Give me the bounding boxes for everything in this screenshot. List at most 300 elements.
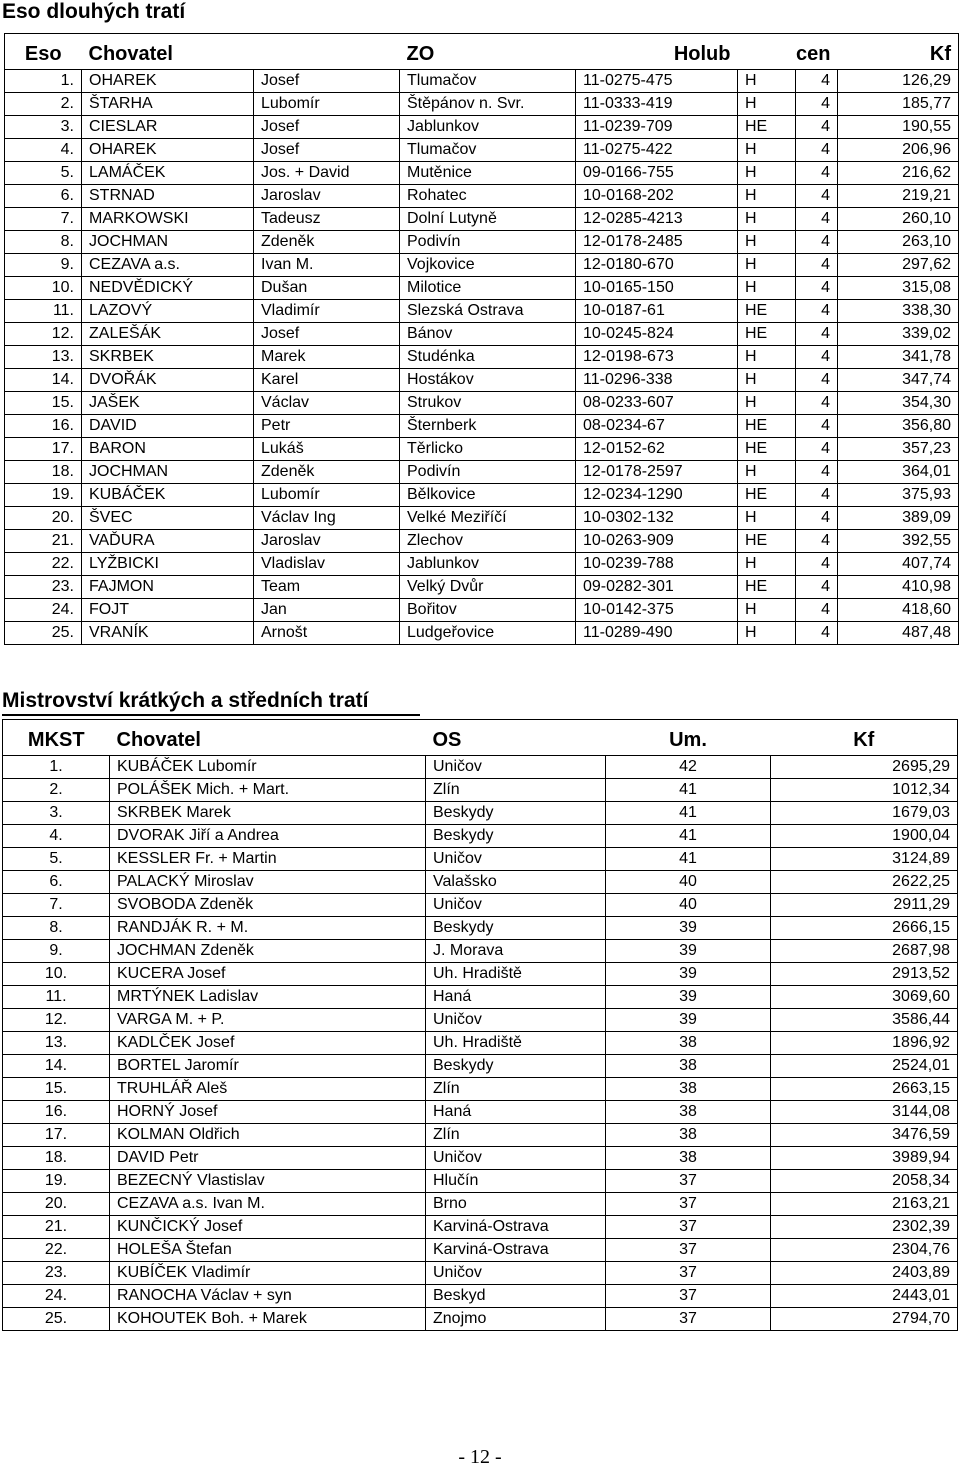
cen-cell: 4	[796, 254, 838, 277]
cen-cell: 4	[796, 70, 838, 93]
sex-cell: H	[738, 254, 796, 277]
ring-number-cell: 12-0198-673	[576, 346, 738, 369]
kf-cell: 2302,39	[771, 1216, 958, 1239]
ring-number-cell: 12-0178-2597	[576, 461, 738, 484]
ring-number-cell: 12-0180-670	[576, 254, 738, 277]
zo-cell: Bořitov	[400, 599, 576, 622]
rank-cell: 14.	[5, 369, 82, 392]
sex-cell: H	[738, 277, 796, 300]
os-cell: Zlín	[426, 779, 606, 802]
kf-cell: 356,80	[838, 415, 959, 438]
rank-cell: 18.	[5, 461, 82, 484]
surname-cell: JOCHMAN	[82, 231, 254, 254]
sex-cell: H	[738, 461, 796, 484]
breeder-cell: BEZECNÝ Vlastislav	[110, 1170, 426, 1193]
header-eso: Eso	[5, 34, 82, 70]
kf-cell: 3476,59	[771, 1124, 958, 1147]
os-cell: Uničov	[426, 894, 606, 917]
kf-cell: 2058,34	[771, 1170, 958, 1193]
os-cell: Uničov	[426, 1009, 606, 1032]
surname-cell: KUBÁČEK	[82, 484, 254, 507]
rank-cell: 23.	[5, 576, 82, 599]
os-cell: Karviná-Ostrava	[426, 1239, 606, 1262]
rank-cell: 22.	[3, 1239, 110, 1262]
kf-cell: 2913,52	[771, 963, 958, 986]
rank-cell: 14.	[3, 1055, 110, 1078]
zo-cell: Strukov	[400, 392, 576, 415]
table-row	[5, 300, 959, 323]
zo-cell: Slezská Ostrava	[400, 300, 576, 323]
table-row	[3, 1308, 958, 1331]
breeder-cell: CEZAVA a.s. Ivan M.	[110, 1193, 426, 1216]
kf-cell: 1896,92	[771, 1032, 958, 1055]
kf-cell: 3124,89	[771, 848, 958, 871]
zo-cell: Tlumačov	[400, 139, 576, 162]
first-name-cell: Josef	[254, 139, 400, 162]
os-cell: Haná	[426, 1101, 606, 1124]
table-row	[3, 1032, 958, 1055]
kf-cell: 297,62	[838, 254, 959, 277]
rank-cell: 25.	[5, 622, 82, 645]
um-cell: 41	[606, 825, 771, 848]
first-name-cell: Petr	[254, 415, 400, 438]
os-cell: Beskyd	[426, 1285, 606, 1308]
rank-cell: 16.	[3, 1101, 110, 1124]
um-cell: 37	[606, 1193, 771, 1216]
um-cell: 40	[606, 871, 771, 894]
rank-cell: 16.	[5, 415, 82, 438]
os-cell: Brno	[426, 1193, 606, 1216]
table-row	[3, 1285, 958, 1308]
rank-cell: 2.	[3, 779, 110, 802]
table-row	[3, 986, 958, 1009]
breeder-cell: MRTÝNEK Ladislav	[110, 986, 426, 1009]
um-cell: 38	[606, 1078, 771, 1101]
um-cell: 40	[606, 894, 771, 917]
surname-cell: BARON	[82, 438, 254, 461]
table-row	[3, 1009, 958, 1032]
table-row	[5, 208, 959, 231]
sex-cell: H	[738, 599, 796, 622]
breeder-cell: DVORAK Jiří a Andrea	[110, 825, 426, 848]
cen-cell: 4	[796, 415, 838, 438]
first-name-cell: Lubomír	[254, 484, 400, 507]
sex-cell: HE	[738, 530, 796, 553]
zo-cell: Hostákov	[400, 369, 576, 392]
table-row	[3, 1170, 958, 1193]
um-cell: 37	[606, 1239, 771, 1262]
breeder-cell: KADLČEK Josef	[110, 1032, 426, 1055]
breeder-cell: HORNÝ Josef	[110, 1101, 426, 1124]
rank-cell: 3.	[5, 116, 82, 139]
kf-cell: 216,62	[838, 162, 959, 185]
rank-cell: 12.	[5, 323, 82, 346]
table-row	[5, 254, 959, 277]
rank-cell: 1.	[5, 70, 82, 93]
table-header-row	[5, 34, 959, 70]
surname-cell: DVOŘÁK	[82, 369, 254, 392]
table-row	[5, 438, 959, 461]
cen-cell: 4	[796, 93, 838, 116]
table-row	[3, 1193, 958, 1216]
kf-cell: 3069,60	[771, 986, 958, 1009]
zo-cell: Mutěnice	[400, 162, 576, 185]
kf-cell: 338,30	[838, 300, 959, 323]
ring-number-cell: 12-0285-4213	[576, 208, 738, 231]
first-name-cell: Vladimír	[254, 300, 400, 323]
first-name-cell: Zdeněk	[254, 231, 400, 254]
kf-cell: 364,01	[838, 461, 959, 484]
table-row	[5, 530, 959, 553]
first-name-cell: Josef	[254, 70, 400, 93]
ring-number-cell: 10-0239-788	[576, 553, 738, 576]
cen-cell: 4	[796, 438, 838, 461]
surname-cell: MARKOWSKI	[82, 208, 254, 231]
short-middle-table-body	[3, 756, 958, 1331]
table-row	[3, 1078, 958, 1101]
um-cell: 38	[606, 1147, 771, 1170]
ring-number-cell: 10-0263-909	[576, 530, 738, 553]
kf-cell: 2687,98	[771, 940, 958, 963]
kf-cell: 2663,15	[771, 1078, 958, 1101]
rank-cell: 4.	[3, 825, 110, 848]
table-row	[5, 185, 959, 208]
first-name-cell: Josef	[254, 116, 400, 139]
rank-cell: 9.	[3, 940, 110, 963]
breeder-cell: POLÁŠEK Mich. + Mart.	[110, 779, 426, 802]
os-cell: Beskydy	[426, 1055, 606, 1078]
ring-number-cell: 10-0187-61	[576, 300, 738, 323]
os-cell: Zlín	[426, 1124, 606, 1147]
cen-cell: 4	[796, 139, 838, 162]
table-row	[3, 756, 958, 779]
header-mkst: MKST	[3, 720, 110, 756]
table-row	[3, 917, 958, 940]
kf-cell: 2794,70	[771, 1308, 958, 1331]
kf-cell: 3144,08	[771, 1101, 958, 1124]
zo-cell: Bánov	[400, 323, 576, 346]
um-cell: 38	[606, 1032, 771, 1055]
first-name-cell: Marek	[254, 346, 400, 369]
zo-cell: Rohatec	[400, 185, 576, 208]
rank-cell: 1.	[3, 756, 110, 779]
surname-cell: NEDVĚDICKÝ	[82, 277, 254, 300]
sex-cell: H	[738, 93, 796, 116]
table-row	[5, 461, 959, 484]
breeder-cell: KUCERA Josef	[110, 963, 426, 986]
ring-number-cell: 11-0239-709	[576, 116, 738, 139]
rank-cell: 24.	[5, 599, 82, 622]
zo-cell: Jablunkov	[400, 116, 576, 139]
surname-cell: DAVID	[82, 415, 254, 438]
surname-cell: JAŠEK	[82, 392, 254, 415]
zo-cell: Bělkovice	[400, 484, 576, 507]
os-cell: Uničov	[426, 848, 606, 871]
rank-cell: 5.	[3, 848, 110, 871]
os-cell: Uničov	[426, 1262, 606, 1285]
rank-cell: 9.	[5, 254, 82, 277]
surname-cell: FOJT	[82, 599, 254, 622]
sex-cell: H	[738, 208, 796, 231]
um-cell: 38	[606, 1055, 771, 1078]
surname-cell: OHAREK	[82, 70, 254, 93]
first-name-cell: Tadeusz	[254, 208, 400, 231]
cen-cell: 4	[796, 507, 838, 530]
cen-cell: 4	[796, 116, 838, 139]
kf-cell: 339,02	[838, 323, 959, 346]
zo-cell: Tlumačov	[400, 70, 576, 93]
table-row	[5, 392, 959, 415]
table-row	[5, 162, 959, 185]
kf-cell: 354,30	[838, 392, 959, 415]
header-os: OS	[426, 720, 606, 756]
table-row	[3, 802, 958, 825]
kf-cell: 418,60	[838, 599, 959, 622]
kf-cell: 185,77	[838, 93, 959, 116]
table-row	[5, 139, 959, 162]
header-holub: Holub	[576, 34, 738, 70]
zo-cell: Podivín	[400, 461, 576, 484]
zo-cell: Milotice	[400, 277, 576, 300]
header-chovatel: Chovatel	[82, 34, 400, 70]
first-name-cell: Jaroslav	[254, 530, 400, 553]
rank-cell: 15.	[5, 392, 82, 415]
first-name-cell: Karel	[254, 369, 400, 392]
first-name-cell: Arnošt	[254, 622, 400, 645]
um-cell: 39	[606, 963, 771, 986]
kf-cell: 219,21	[838, 185, 959, 208]
surname-cell: CIESLAR	[82, 116, 254, 139]
kf-cell: 2666,15	[771, 917, 958, 940]
zo-cell: Velký Dvůr	[400, 576, 576, 599]
title-underline	[2, 714, 420, 716]
zo-cell: Podivín	[400, 231, 576, 254]
kf-cell: 2163,21	[771, 1193, 958, 1216]
um-cell: 39	[606, 940, 771, 963]
surname-cell: CEZAVA a.s.	[82, 254, 254, 277]
sex-cell: H	[738, 346, 796, 369]
breeder-cell: KUBÁČEK Lubomír	[110, 756, 426, 779]
cen-cell: 4	[796, 208, 838, 231]
sex-cell: HE	[738, 323, 796, 346]
ring-number-cell: 11-0275-475	[576, 70, 738, 93]
first-name-cell: Josef	[254, 323, 400, 346]
table-row	[5, 231, 959, 254]
zo-cell: Zlechov	[400, 530, 576, 553]
table-row	[3, 871, 958, 894]
rank-cell: 19.	[3, 1170, 110, 1193]
cen-cell: 4	[796, 346, 838, 369]
table-row	[5, 346, 959, 369]
kf-cell: 357,23	[838, 438, 959, 461]
breeder-cell: KUBÍČEK Vladimír	[110, 1262, 426, 1285]
um-cell: 41	[606, 779, 771, 802]
surname-cell: JOCHMAN	[82, 461, 254, 484]
kf-cell: 389,09	[838, 507, 959, 530]
os-cell: Uh. Hradiště	[426, 1032, 606, 1055]
rank-cell: 22.	[5, 553, 82, 576]
cen-cell: 4	[796, 576, 838, 599]
ring-number-cell: 10-0302-132	[576, 507, 738, 530]
first-name-cell: Václav	[254, 392, 400, 415]
rank-cell: 11.	[3, 986, 110, 1009]
sex-cell: H	[738, 185, 796, 208]
kf-cell: 190,55	[838, 116, 959, 139]
table-row	[5, 70, 959, 93]
kf-cell: 3989,94	[771, 1147, 958, 1170]
breeder-cell: HOLEŠA Štefan	[110, 1239, 426, 1262]
rank-cell: 5.	[5, 162, 82, 185]
table-row	[3, 1147, 958, 1170]
ring-number-cell: 10-0142-375	[576, 599, 738, 622]
kf-cell: 315,08	[838, 277, 959, 300]
rank-cell: 17.	[3, 1124, 110, 1147]
table-row	[5, 576, 959, 599]
kf-cell: 263,10	[838, 231, 959, 254]
um-cell: 42	[606, 756, 771, 779]
header-kf: Kf	[838, 34, 959, 70]
table-row	[3, 963, 958, 986]
ring-number-cell: 10-0245-824	[576, 323, 738, 346]
kf-cell: 2622,25	[771, 871, 958, 894]
cen-cell: 4	[796, 369, 838, 392]
surname-cell: STRNAD	[82, 185, 254, 208]
ring-number-cell: 08-0233-607	[576, 392, 738, 415]
ring-number-cell: 11-0289-490	[576, 622, 738, 645]
long-distance-title: Eso dlouhých tratí	[2, 0, 186, 23]
rank-cell: 23.	[3, 1262, 110, 1285]
kf-cell: 126,29	[838, 70, 959, 93]
breeder-cell: SKRBEK Marek	[110, 802, 426, 825]
sex-cell: H	[738, 369, 796, 392]
ring-number-cell: 09-0166-755	[576, 162, 738, 185]
surname-cell: VRANÍK	[82, 622, 254, 645]
um-cell: 41	[606, 802, 771, 825]
breeder-cell: DAVID Petr	[110, 1147, 426, 1170]
sex-cell: HE	[738, 438, 796, 461]
breeder-cell: PALACKÝ Miroslav	[110, 871, 426, 894]
kf-cell: 260,10	[838, 208, 959, 231]
os-cell: Haná	[426, 986, 606, 1009]
um-cell: 37	[606, 1170, 771, 1193]
short-middle-table	[2, 719, 958, 1331]
sex-cell: H	[738, 622, 796, 645]
first-name-cell: Team	[254, 576, 400, 599]
breeder-cell: KESSLER Fr. + Martin	[110, 848, 426, 871]
surname-cell: VAĎURA	[82, 530, 254, 553]
rank-cell: 21.	[3, 1216, 110, 1239]
breeder-cell: KUNČICKÝ Josef	[110, 1216, 426, 1239]
breeder-cell: SVOBODA Zdeněk	[110, 894, 426, 917]
sex-cell: H	[738, 507, 796, 530]
breeder-cell: RANDJÁK R. + M.	[110, 917, 426, 940]
zo-cell: Štěpánov n. Svr.	[400, 93, 576, 116]
kf-cell: 487,48	[838, 622, 959, 645]
kf-cell: 2403,89	[771, 1262, 958, 1285]
sex-cell: H	[738, 392, 796, 415]
rank-cell: 24.	[3, 1285, 110, 1308]
kf-cell: 2911,29	[771, 894, 958, 917]
kf-cell: 341,78	[838, 346, 959, 369]
table-row	[3, 848, 958, 871]
rank-cell: 19.	[5, 484, 82, 507]
ring-number-cell: 09-0282-301	[576, 576, 738, 599]
header-cen: cen	[738, 34, 838, 70]
cen-cell: 4	[796, 392, 838, 415]
cen-cell: 4	[796, 622, 838, 645]
sex-cell: HE	[738, 576, 796, 599]
rank-cell: 25.	[3, 1308, 110, 1331]
cen-cell: 4	[796, 599, 838, 622]
surname-cell: LAMÁČEK	[82, 162, 254, 185]
rank-cell: 17.	[5, 438, 82, 461]
rank-cell: 7.	[5, 208, 82, 231]
rank-cell: 13.	[5, 346, 82, 369]
cen-cell: 4	[796, 300, 838, 323]
surname-cell: ZALEŠÁK	[82, 323, 254, 346]
surname-cell: FAJMON	[82, 576, 254, 599]
um-cell: 38	[606, 1101, 771, 1124]
table-row	[3, 825, 958, 848]
kf-cell: 1012,34	[771, 779, 958, 802]
kf-cell: 392,55	[838, 530, 959, 553]
rank-cell: 10.	[3, 963, 110, 986]
os-cell: Zlín	[426, 1078, 606, 1101]
kf-cell: 3586,44	[771, 1009, 958, 1032]
first-name-cell: Zdeněk	[254, 461, 400, 484]
rank-cell: 15.	[3, 1078, 110, 1101]
breeder-cell: TRUHLÁŘ Aleš	[110, 1078, 426, 1101]
sex-cell: HE	[738, 300, 796, 323]
table-row	[3, 1124, 958, 1147]
table-row	[5, 484, 959, 507]
kf-cell: 410,98	[838, 576, 959, 599]
rank-cell: 20.	[3, 1193, 110, 1216]
table-row	[5, 507, 959, 530]
um-cell: 37	[606, 1285, 771, 1308]
os-cell: Znojmo	[426, 1308, 606, 1331]
rank-cell: 18.	[3, 1147, 110, 1170]
ring-number-cell: 12-0152-62	[576, 438, 738, 461]
sex-cell: H	[738, 553, 796, 576]
um-cell: 39	[606, 917, 771, 940]
zo-cell: Těrlicko	[400, 438, 576, 461]
breeder-cell: JOCHMAN Zdeněk	[110, 940, 426, 963]
rank-cell: 8.	[5, 231, 82, 254]
rank-cell: 6.	[3, 871, 110, 894]
kf-cell: 407,74	[838, 553, 959, 576]
kf-cell: 2524,01	[771, 1055, 958, 1078]
header-chovatel: Chovatel	[110, 720, 426, 756]
os-cell: Uh. Hradiště	[426, 963, 606, 986]
ring-number-cell: 10-0168-202	[576, 185, 738, 208]
first-name-cell: Lubomír	[254, 93, 400, 116]
table-row	[3, 1101, 958, 1124]
first-name-cell: Lukáš	[254, 438, 400, 461]
header-kf: Kf	[771, 720, 958, 756]
long-distance-table-body	[5, 70, 959, 645]
table-row	[3, 940, 958, 963]
table-row	[3, 1262, 958, 1285]
surname-cell: LAZOVÝ	[82, 300, 254, 323]
header-zo: ZO	[400, 34, 576, 70]
zo-cell: Ludgeřovice	[400, 622, 576, 645]
surname-cell: LYŽBICKI	[82, 553, 254, 576]
os-cell: Valašsko	[426, 871, 606, 894]
table-row	[3, 1216, 958, 1239]
table-row	[3, 1055, 958, 1078]
first-name-cell: Jos. + David	[254, 162, 400, 185]
